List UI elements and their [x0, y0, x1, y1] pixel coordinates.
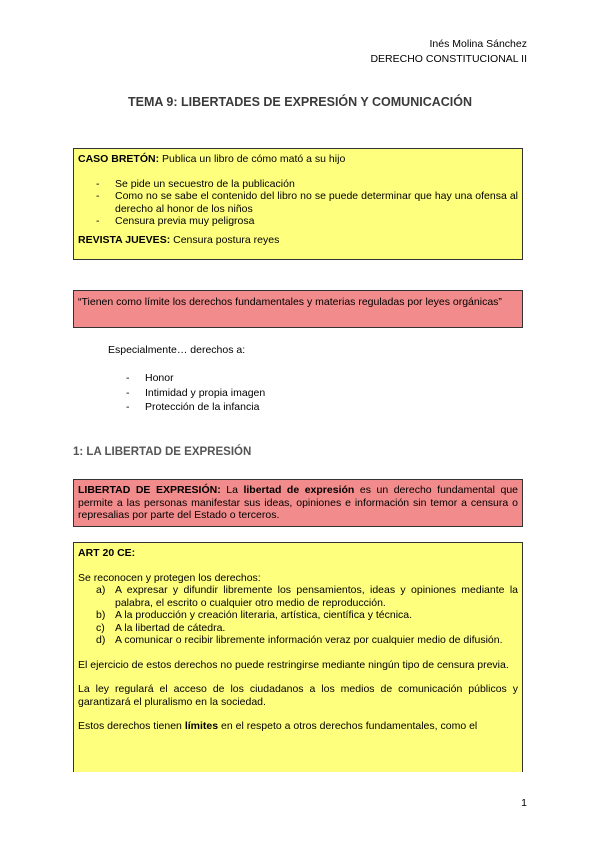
course-name: DERECHO CONSTITUCIONAL II [370, 52, 527, 65]
list-item [78, 584, 518, 609]
list-marker: b) [96, 609, 106, 621]
revista-label: REVISTA JUEVES: [78, 233, 171, 246]
list-text: A comunicar o recibir libremente información veraz por cualquier medio de difusión. [115, 634, 503, 646]
art-list [78, 584, 518, 647]
list-marker: d) [96, 634, 106, 646]
list-item: - Protección de la infancia [108, 401, 408, 414]
art-p3-rest: en el respeto a otros derechos fundamentales, como el [218, 720, 478, 732]
definition-rest: es un derecho fundamental que permite a las personas manifestar sus ideas, opiniones e información sin temor a censura o represalias por parte del Estado o terceros. [78, 484, 519, 521]
caso-line [78, 153, 518, 166]
list-item [78, 622, 518, 635]
list-item [78, 634, 518, 647]
definition-label: LIBERTAD DE EXPRESIÓN: [78, 484, 221, 496]
list-marker: c) [96, 621, 105, 634]
definition-bold: libertad de expresión [243, 484, 355, 496]
list-item: - Se pide un secuestro de la publicación [78, 178, 518, 191]
quote-box [73, 290, 523, 328]
revista-line [78, 234, 518, 247]
art-p3-bold: límites [184, 720, 219, 732]
especialmente-list [108, 372, 408, 414]
list-item: - Intimidad y propia imagen [108, 387, 408, 400]
definition-box [73, 479, 523, 527]
page-number: 1 [521, 797, 527, 809]
page-header [227, 38, 527, 65]
especialmente-intro: Especialmente… derechos a: [108, 344, 246, 356]
list-text: A la producción y creación literaria, artística, científica y técnica. [115, 609, 413, 621]
art-20-box [73, 542, 523, 772]
list-text: A la libertad de cátedra. [115, 621, 226, 634]
list-item [78, 609, 518, 622]
art-paragraph-2: La ley regulará el acceso de los ciudadanos a los medios de comunicación públicos y garantizará el pluralismo en la sociedad. [78, 683, 518, 708]
caso-text: Publica un libro de cómo mató a su hijo [159, 153, 346, 165]
definition-pre: La [220, 484, 244, 496]
author-name: Inés Molina Sánchez [429, 38, 527, 50]
art-paragraph-1: El ejercicio de estos derechos no puede restringirse mediante ningún tipo de censura previa. [78, 658, 509, 671]
section-heading: 1: LA LIBERTAD DE EXPRESIÓN [73, 446, 252, 458]
art-p3-pre: Estos derechos tienen [78, 720, 185, 732]
caso-list [78, 178, 518, 228]
list-marker: a) [96, 584, 106, 596]
art-label-text: ART 20 CE: [78, 547, 136, 559]
list-item: - Censura previa muy peligrosa [78, 215, 518, 228]
revista-text: Censura postura reyes [170, 233, 280, 246]
caso-label: CASO BRETÓN: [78, 153, 160, 165]
list-item: - Como no se sabe el contenido del libro no se puede determinar que hay una ofensa al derecho al honor de los niños [78, 190, 518, 215]
art-label [78, 547, 518, 560]
art-paragraph-3 [78, 720, 518, 733]
list-item: - Honor [108, 372, 408, 385]
caso-breton-box [73, 148, 523, 260]
art-intro: Se reconocen y protegen los derechos: [78, 571, 261, 584]
definition-text [78, 484, 518, 522]
quote-text: “Tienen como límite los derechos fundamentales y materias reguladas por leyes orgánicas” [78, 296, 502, 308]
page-title: TEMA 9: LIBERTADES DE EXPRESIÓN Y COMUNICACIÓN [127, 95, 473, 109]
list-text: A expresar y difundir libremente los pensamientos, ideas y opiniones mediante la palabra, el escrito o cualquier otro medio de reproducción. [115, 584, 518, 609]
